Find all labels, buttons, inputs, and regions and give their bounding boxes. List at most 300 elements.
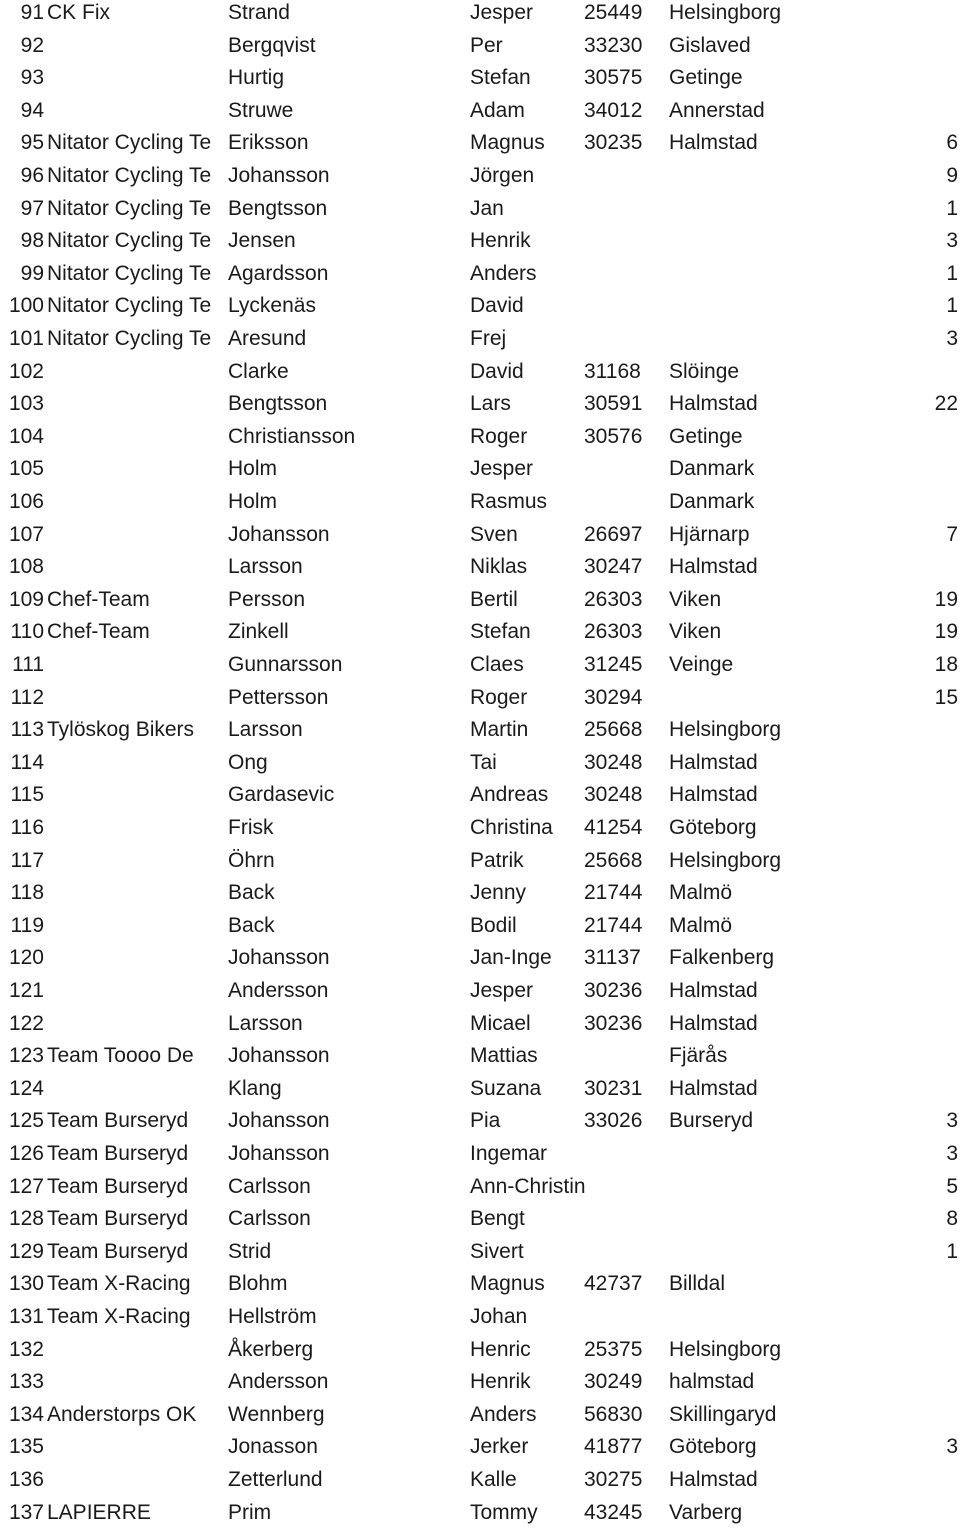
city-cell [669, 160, 919, 193]
table-row [0, 942, 960, 975]
team-name-cell: Nitator Cycling Te [47, 131, 212, 155]
value-cell [898, 1497, 958, 1529]
last-name-cell: Back [228, 913, 275, 937]
first-name-cell: David [470, 294, 524, 318]
table-row [0, 649, 960, 682]
first-name-cell: Micael [470, 1011, 531, 1035]
city-cell: Helsingborg [669, 848, 782, 872]
table-row [0, 1138, 960, 1171]
value-cell [898, 1040, 958, 1073]
team-name-cell [47, 1334, 222, 1367]
row-number-cell: 127 [8, 1174, 44, 1198]
value-cell: 3 [946, 229, 958, 253]
row-number-cell: 109 [8, 587, 44, 611]
value-cell [898, 62, 958, 95]
first-name-cell: Sivert [470, 1239, 524, 1263]
first-name-cell: David [470, 359, 524, 383]
table-row [0, 193, 960, 226]
postal-code-cell [584, 225, 664, 258]
postal-code-cell: 30235 [584, 131, 643, 155]
first-name-cell: Rasmus [470, 490, 548, 513]
city-cell: Billdal [669, 1272, 726, 1296]
postal-code-cell: 31137 [584, 946, 641, 970]
row-number-cell: 110 [10, 620, 44, 644]
city-cell: Falkenberg [669, 946, 775, 970]
postal-code-cell: 30591 [584, 392, 643, 416]
team-name-cell: Team X-Racing [47, 1305, 191, 1328]
team-name-cell [47, 682, 222, 715]
first-name-cell: Henric [470, 1337, 531, 1361]
first-name-cell: Stefan [470, 620, 531, 644]
last-name-cell: Johansson [228, 164, 330, 187]
city-cell: Halmstad [669, 979, 758, 1002]
first-name-cell: Jan-Inge [470, 946, 552, 970]
city-cell: Halmstad [669, 783, 758, 807]
table-row [0, 779, 960, 812]
first-name-cell: Martin [470, 718, 529, 742]
postal-code-cell: 30294 [584, 685, 643, 709]
value-cell [898, 877, 958, 910]
postal-code-cell: 41254 [584, 816, 643, 839]
postal-code-cell [584, 1171, 664, 1204]
postal-code-cell: 33026 [584, 1109, 643, 1133]
first-name-cell: Pia [470, 1109, 501, 1133]
table-row [0, 551, 960, 584]
first-name-cell: Sven [470, 522, 518, 546]
first-name-cell: Tai [470, 750, 497, 774]
table-row [0, 258, 960, 291]
last-name-cell: Wennberg [228, 1402, 325, 1426]
table-row [0, 1399, 960, 1432]
row-number-cell: 98 [20, 229, 44, 253]
city-cell: Malmö [669, 913, 733, 937]
table-row [0, 682, 960, 715]
city-cell: Danmark [669, 457, 755, 481]
value-cell: 3 [946, 1142, 958, 1165]
city-cell: Slöinge [669, 359, 740, 383]
postal-code-cell: 30236 [584, 1011, 643, 1035]
team-name-cell: Team Burseryd [47, 1174, 189, 1198]
table-row [0, 714, 960, 747]
row-number-cell: 126 [8, 1142, 44, 1165]
first-name-cell: Frej [470, 327, 507, 350]
row-number-cell: 111 [12, 653, 44, 676]
last-name-cell: Hellström [228, 1305, 317, 1328]
value-cell [898, 812, 958, 845]
row-number-cell: 123 [8, 1044, 44, 1068]
first-name-cell: Henrik [470, 1370, 531, 1394]
postal-code-cell: 26303 [584, 587, 643, 611]
first-name-cell: Jan [470, 196, 504, 220]
table-row [0, 1366, 960, 1399]
row-number-cell: 116 [10, 816, 44, 839]
team-name-cell: Nitator Cycling Te [47, 261, 212, 285]
team-name-cell: CK Fix [47, 1, 110, 24]
value-cell: 3 [946, 327, 958, 350]
table-row [0, 1497, 960, 1529]
value-cell: 7 [946, 522, 958, 546]
table-row [0, 812, 960, 845]
first-name-cell: Andreas [470, 783, 549, 807]
table-row [0, 1040, 960, 1073]
value-cell: 1 [946, 196, 958, 220]
last-name-cell: Larsson [228, 555, 303, 579]
city-cell: Halmstad [669, 1468, 758, 1491]
row-number-cell: 112 [10, 685, 44, 709]
last-name-cell: Holm [228, 490, 278, 513]
row-number-cell: 96 [20, 164, 44, 187]
first-name-cell: Per [470, 33, 503, 57]
value-cell [898, 1399, 958, 1432]
row-number-cell: 102 [8, 359, 44, 383]
postal-code-cell [584, 290, 664, 323]
last-name-cell: Klang [228, 1076, 282, 1100]
city-cell: Halmstad [669, 392, 758, 416]
first-name-cell: Mattias [470, 1044, 538, 1068]
value-cell: 8 [946, 1207, 958, 1231]
city-cell: Halmstad [669, 131, 758, 155]
value-cell: 1 [946, 294, 958, 318]
row-number-cell: 92 [20, 33, 44, 57]
last-name-cell: Andersson [228, 979, 329, 1002]
postal-code-cell: 30247 [584, 555, 643, 579]
city-cell: Malmö [669, 881, 733, 905]
first-name-cell: Anders [470, 261, 537, 285]
last-name-cell: Back [228, 881, 275, 905]
first-name-cell: Jerker [470, 1435, 529, 1459]
last-name-cell: Blohm [228, 1272, 288, 1296]
row-number-cell: 131 [8, 1305, 44, 1328]
team-name-cell: Nitator Cycling Te [47, 229, 212, 253]
table-row [0, 1431, 960, 1464]
table-row [0, 877, 960, 910]
first-name-cell: Niklas [470, 555, 528, 579]
postal-code-cell [584, 258, 664, 291]
table-row [0, 747, 960, 780]
city-cell [669, 682, 919, 715]
first-name-cell: Bengt [470, 1207, 525, 1231]
first-name-cell: Anders [470, 1402, 537, 1426]
table-row [0, 1203, 960, 1236]
row-number-cell: 124 [8, 1076, 44, 1100]
row-number-cell: 118 [10, 881, 44, 905]
postal-code-cell: 56830 [584, 1402, 643, 1426]
team-name-cell: Team X-Racing [47, 1272, 191, 1296]
city-cell [669, 290, 919, 323]
value-cell [898, 486, 958, 519]
last-name-cell: Agardsson [228, 261, 329, 285]
team-name-cell [47, 1073, 222, 1106]
postal-code-cell [584, 486, 664, 519]
value-cell [898, 453, 958, 486]
table-row [0, 95, 960, 128]
first-name-cell: Tommy [470, 1500, 538, 1524]
city-cell: halmstad [669, 1370, 755, 1394]
team-name-cell [47, 812, 222, 845]
city-cell: Helsingborg [669, 718, 782, 742]
first-name-cell: Stefan [470, 66, 531, 90]
table-row [0, 1334, 960, 1367]
value-cell [898, 942, 958, 975]
row-number-cell: 105 [8, 457, 44, 481]
row-number-cell: 130 [8, 1272, 44, 1296]
team-name-cell [47, 845, 222, 878]
first-name-cell: Roger [470, 685, 528, 709]
table-row [0, 160, 960, 193]
postal-code-cell: 33230 [584, 33, 643, 57]
value-cell: 19 [934, 587, 958, 611]
team-name-cell [47, 1431, 222, 1464]
team-name-cell: LAPIERRE [47, 1500, 151, 1524]
last-name-cell: Hurtig [228, 66, 285, 90]
first-name-cell: Jörgen [470, 164, 535, 187]
value-cell [898, 1301, 958, 1334]
value-cell [898, 95, 958, 128]
team-name-cell [47, 877, 222, 910]
first-name-cell: Magnus [470, 1272, 545, 1296]
value-cell: 6 [946, 131, 958, 155]
postal-code-cell [584, 323, 664, 356]
first-name-cell: Magnus [470, 131, 545, 155]
city-cell: Getinge [669, 66, 743, 90]
city-cell: Burseryd [669, 1109, 754, 1133]
value-cell [898, 1464, 958, 1497]
city-cell [669, 1171, 919, 1204]
last-name-cell: Pettersson [228, 685, 329, 709]
value-cell [898, 1366, 958, 1399]
value-cell [898, 1268, 958, 1301]
value-cell [898, 910, 958, 943]
last-name-cell: Bengtsson [228, 392, 328, 416]
table-row [0, 1171, 960, 1204]
first-name-cell: Johan [470, 1305, 528, 1328]
row-number-cell: 119 [10, 913, 44, 937]
last-name-cell: Zinkell [228, 620, 289, 644]
postal-code-cell: 41877 [584, 1435, 643, 1459]
table-row [0, 519, 960, 552]
postal-code-cell [584, 160, 664, 193]
row-number-cell: 95 [20, 131, 44, 155]
city-cell [669, 1236, 919, 1269]
postal-code-cell [584, 1040, 664, 1073]
first-name-cell: Kalle [470, 1468, 517, 1491]
row-number-cell: 136 [8, 1468, 44, 1491]
postal-code-cell: 25449 [584, 1, 643, 24]
team-name-cell [47, 1008, 222, 1041]
city-cell: Skillingaryd [669, 1402, 777, 1426]
city-cell: Halmstad [669, 750, 758, 774]
first-name-cell: Jesper [470, 457, 534, 481]
team-name-cell: Team Toooo De [47, 1044, 194, 1068]
city-cell [669, 225, 919, 258]
city-cell: Getinge [669, 424, 743, 448]
table-row [0, 584, 960, 617]
row-number-cell: 100 [8, 294, 44, 318]
row-number-cell: 104 [8, 424, 44, 448]
team-name-cell: Team Burseryd [47, 1207, 189, 1231]
table-row [0, 975, 960, 1008]
first-name-cell: Roger [470, 424, 528, 448]
table-row [0, 453, 960, 486]
last-name-cell: Carlsson [228, 1174, 311, 1198]
postal-code-cell [584, 453, 664, 486]
team-name-cell: Team Burseryd [47, 1142, 189, 1165]
team-name-cell: Nitator Cycling Te [47, 294, 212, 318]
row-number-cell: 121 [8, 979, 44, 1002]
last-name-cell: Prim [228, 1500, 272, 1524]
last-name-cell: Bergqvist [228, 33, 316, 57]
team-name-cell [47, 649, 222, 682]
first-name-cell: Claes [470, 653, 524, 676]
value-cell [898, 1008, 958, 1041]
last-name-cell: Åkerberg [228, 1337, 314, 1361]
value-cell [898, 356, 958, 389]
team-name-cell: Anderstorps OK [47, 1402, 197, 1426]
city-cell [669, 258, 919, 291]
row-number-cell: 106 [8, 490, 44, 513]
last-name-cell: Larsson [228, 1011, 303, 1035]
value-cell: 1 [946, 261, 958, 285]
last-name-cell: Clarke [228, 359, 289, 383]
postal-code-cell: 34012 [584, 98, 643, 122]
value-cell [898, 845, 958, 878]
table-row [0, 1464, 960, 1497]
postal-code-cell: 21744 [584, 913, 643, 937]
value-cell: 5 [946, 1174, 958, 1198]
value-cell [898, 0, 958, 30]
last-name-cell: Aresund [228, 327, 307, 350]
table-row [0, 388, 960, 421]
value-cell: 9 [946, 164, 958, 187]
row-number-cell: 132 [8, 1337, 44, 1361]
last-name-cell: Carlsson [228, 1207, 311, 1231]
table-row [0, 486, 960, 519]
last-name-cell: Jensen [228, 229, 296, 253]
team-name-cell [47, 747, 222, 780]
last-name-cell: Lyckenäs [228, 294, 316, 318]
team-name-cell [47, 356, 222, 389]
city-cell [669, 193, 919, 226]
row-number-cell: 122 [8, 1011, 44, 1035]
team-name-cell [47, 453, 222, 486]
city-cell: Viken [669, 620, 722, 644]
table-row [0, 1008, 960, 1041]
team-name-cell [47, 910, 222, 943]
last-name-cell: Zetterlund [228, 1468, 323, 1491]
row-number-cell: 114 [10, 750, 44, 774]
postal-code-cell: 30248 [584, 750, 643, 774]
row-number-cell: 113 [10, 718, 44, 742]
team-name-cell: Team Burseryd [47, 1109, 189, 1133]
team-name-cell: Team Burseryd [47, 1239, 189, 1263]
last-name-cell: Johansson [228, 522, 330, 546]
city-cell: Göteborg [669, 816, 757, 839]
city-cell: Viken [669, 587, 722, 611]
first-name-cell: Patrik [470, 848, 524, 872]
postal-code-cell: 31245 [584, 653, 643, 676]
last-name-cell: Bengtsson [228, 196, 328, 220]
team-name-cell [47, 551, 222, 584]
team-name-cell: Nitator Cycling Te [47, 327, 212, 350]
first-name-cell: Bertil [470, 587, 518, 611]
city-cell [669, 323, 919, 356]
postal-code-cell: 30275 [584, 1468, 643, 1491]
postal-code-cell: 30575 [584, 66, 643, 90]
row-number-cell: 103 [8, 392, 44, 416]
table-row [0, 845, 960, 878]
city-cell: Veinge [669, 653, 734, 676]
postal-code-cell [584, 1203, 664, 1236]
city-cell: Gislaved [669, 33, 751, 57]
first-name-cell: Henrik [470, 229, 531, 253]
value-cell [898, 747, 958, 780]
city-cell: Göteborg [669, 1435, 757, 1459]
team-name-cell [47, 95, 222, 128]
last-name-cell: Holm [228, 457, 278, 481]
team-name-cell [47, 779, 222, 812]
value-cell [898, 421, 958, 454]
value-cell: 1 [946, 1239, 958, 1263]
table-row [0, 1073, 960, 1106]
city-cell: Varberg [669, 1500, 743, 1524]
last-name-cell: Johansson [228, 1044, 330, 1068]
postal-code-cell: 30248 [584, 783, 643, 807]
table-row [0, 225, 960, 258]
value-cell [898, 1073, 958, 1106]
first-name-cell: Christina [470, 816, 553, 839]
city-cell: Fjärås [669, 1044, 728, 1068]
team-name-cell [47, 1366, 222, 1399]
table-row [0, 30, 960, 63]
value-cell [898, 714, 958, 747]
first-name-cell: Lars [470, 392, 511, 416]
row-number-cell: 134 [8, 1402, 44, 1426]
last-name-cell: Eriksson [228, 131, 309, 155]
value-cell: 15 [934, 685, 958, 709]
table-row [0, 1236, 960, 1269]
team-name-cell [47, 421, 222, 454]
postal-code-cell: 21744 [584, 881, 643, 905]
row-number-cell: 94 [20, 98, 44, 122]
postal-code-cell [584, 1301, 664, 1334]
row-number-cell: 108 [8, 555, 44, 579]
row-number-cell: 120 [8, 946, 44, 970]
last-name-cell: Persson [228, 587, 306, 611]
last-name-cell: Gardasevic [228, 783, 335, 807]
row-number-cell: 117 [10, 848, 44, 872]
postal-code-cell: 25375 [584, 1337, 643, 1361]
last-name-cell: Christiansson [228, 424, 356, 448]
row-number-cell: 101 [8, 327, 44, 350]
postal-code-cell: 30236 [584, 979, 643, 1002]
postal-code-cell: 25668 [584, 848, 643, 872]
team-name-cell [47, 975, 222, 1008]
first-name-cell: Jenny [470, 881, 527, 905]
table-row [0, 421, 960, 454]
last-name-cell: Ong [228, 750, 268, 774]
team-name-cell [47, 30, 222, 63]
last-name-cell: Strid [228, 1239, 272, 1263]
last-name-cell: Jonasson [228, 1435, 318, 1459]
last-name-cell: Andersson [228, 1370, 329, 1394]
first-name-cell: Ingemar [470, 1142, 548, 1165]
last-name-cell: Frisk [228, 816, 274, 839]
postal-code-cell: 30231 [584, 1076, 643, 1100]
postal-code-cell: 42737 [584, 1272, 643, 1296]
postal-code-cell [584, 1236, 664, 1269]
last-name-cell: Johansson [228, 1142, 330, 1165]
postal-code-cell: 26303 [584, 620, 643, 644]
